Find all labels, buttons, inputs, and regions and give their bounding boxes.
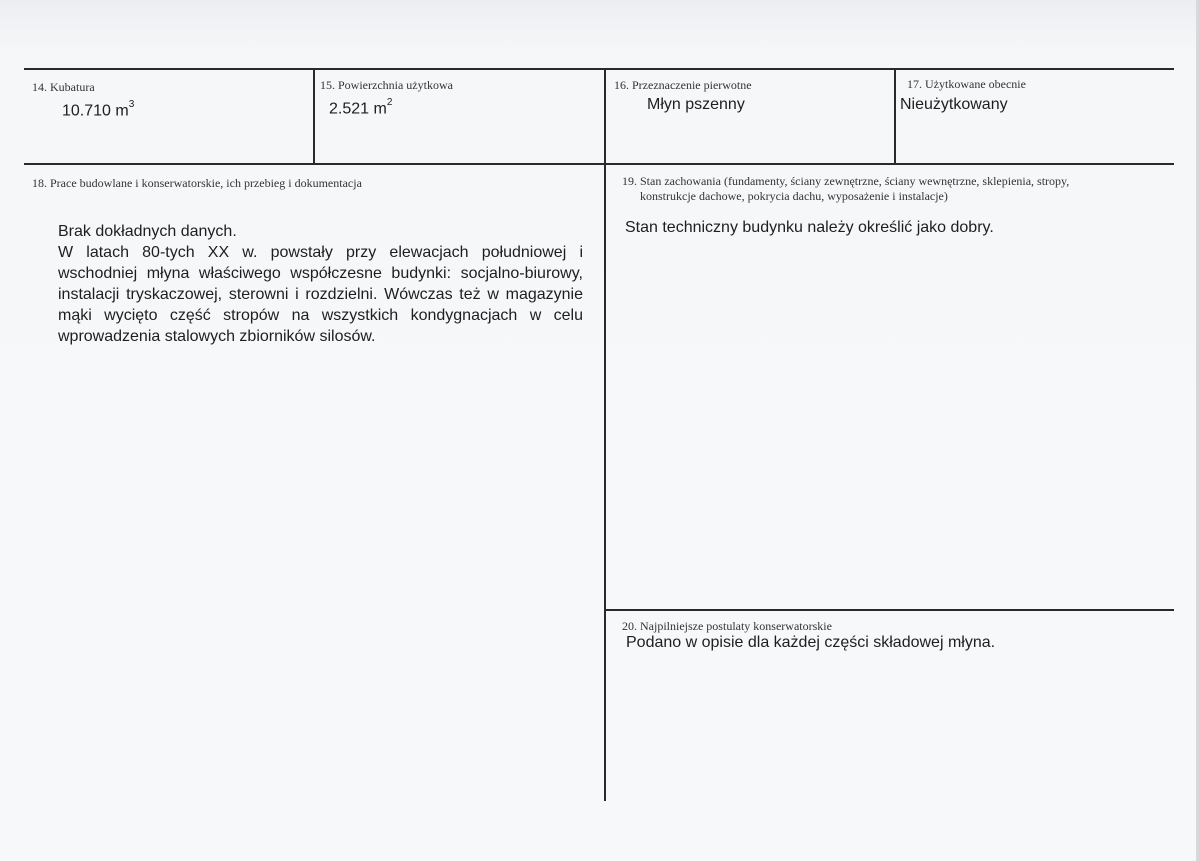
- field-16-value: Młyn pszenny: [647, 96, 745, 113]
- field-17-value: Nieużytkowany: [900, 96, 1008, 113]
- field-19-label-line-1: 19. Stan zachowania (fundamenty, ściany zewnętrzne, ściany wewnętrzne, sklepienia, stropy,: [622, 174, 1070, 188]
- field-18-line-2: W latach 80-tych XX w. powstały przy elewacjach południowej i wschodniej młyna właściwego współczesne budynki: socjalno-biurowy, instalacji tryskaczowej, sterowni i rozdzielni. Wówczas też w magazynie mąki wycięto część stropów na wszystkich kondygnacjach w celu wprowadzenia stalowych zbiorników silosów.: [58, 244, 583, 345]
- col-divider-3: [894, 69, 896, 164]
- field-18-text: [58, 221, 583, 347]
- field-19-value: Stan techniczny budynku należy określić jako dobry.: [625, 219, 994, 236]
- top-rule: [24, 68, 1174, 70]
- field-15-value: [329, 95, 392, 119]
- field-15-label: 15. Powierzchnia użytkowa: [320, 78, 453, 92]
- field-20-value: Podano w opisie dla każdej części składowej młyna.: [626, 634, 996, 651]
- field-16-label: 16. Przeznaczenie pierwotne: [614, 78, 752, 92]
- field-14-value: [62, 97, 134, 121]
- field-18-line-1: Brak dokładnych danych.: [58, 223, 237, 240]
- field-17-label: 17. Użytkowane obecnie: [907, 77, 1026, 91]
- col-divider-1: [313, 69, 315, 164]
- field-19-label-line-2: konstrukcje dachowe, pokrycia dachu, wyposażenie i instalacje): [640, 189, 948, 203]
- field-18-label: 18. Prace budowlane i konserwatorskie, ich przebieg i dokumentacja: [32, 176, 362, 190]
- col-divider-2: [604, 69, 606, 801]
- field-14-unit-exponent: 3: [128, 99, 135, 110]
- field-20-divider: [605, 609, 1174, 611]
- field-14-label: 14. Kubatura: [32, 80, 95, 94]
- field-14-number: 10.710 m: [62, 102, 129, 120]
- field-20-label: 20. Najpilniejsze postulaty konserwatorskie: [622, 619, 832, 633]
- row-divider: [24, 163, 1174, 165]
- field-15-unit-exponent: 2: [386, 97, 393, 108]
- field-15-number: 2.521 m: [329, 100, 387, 118]
